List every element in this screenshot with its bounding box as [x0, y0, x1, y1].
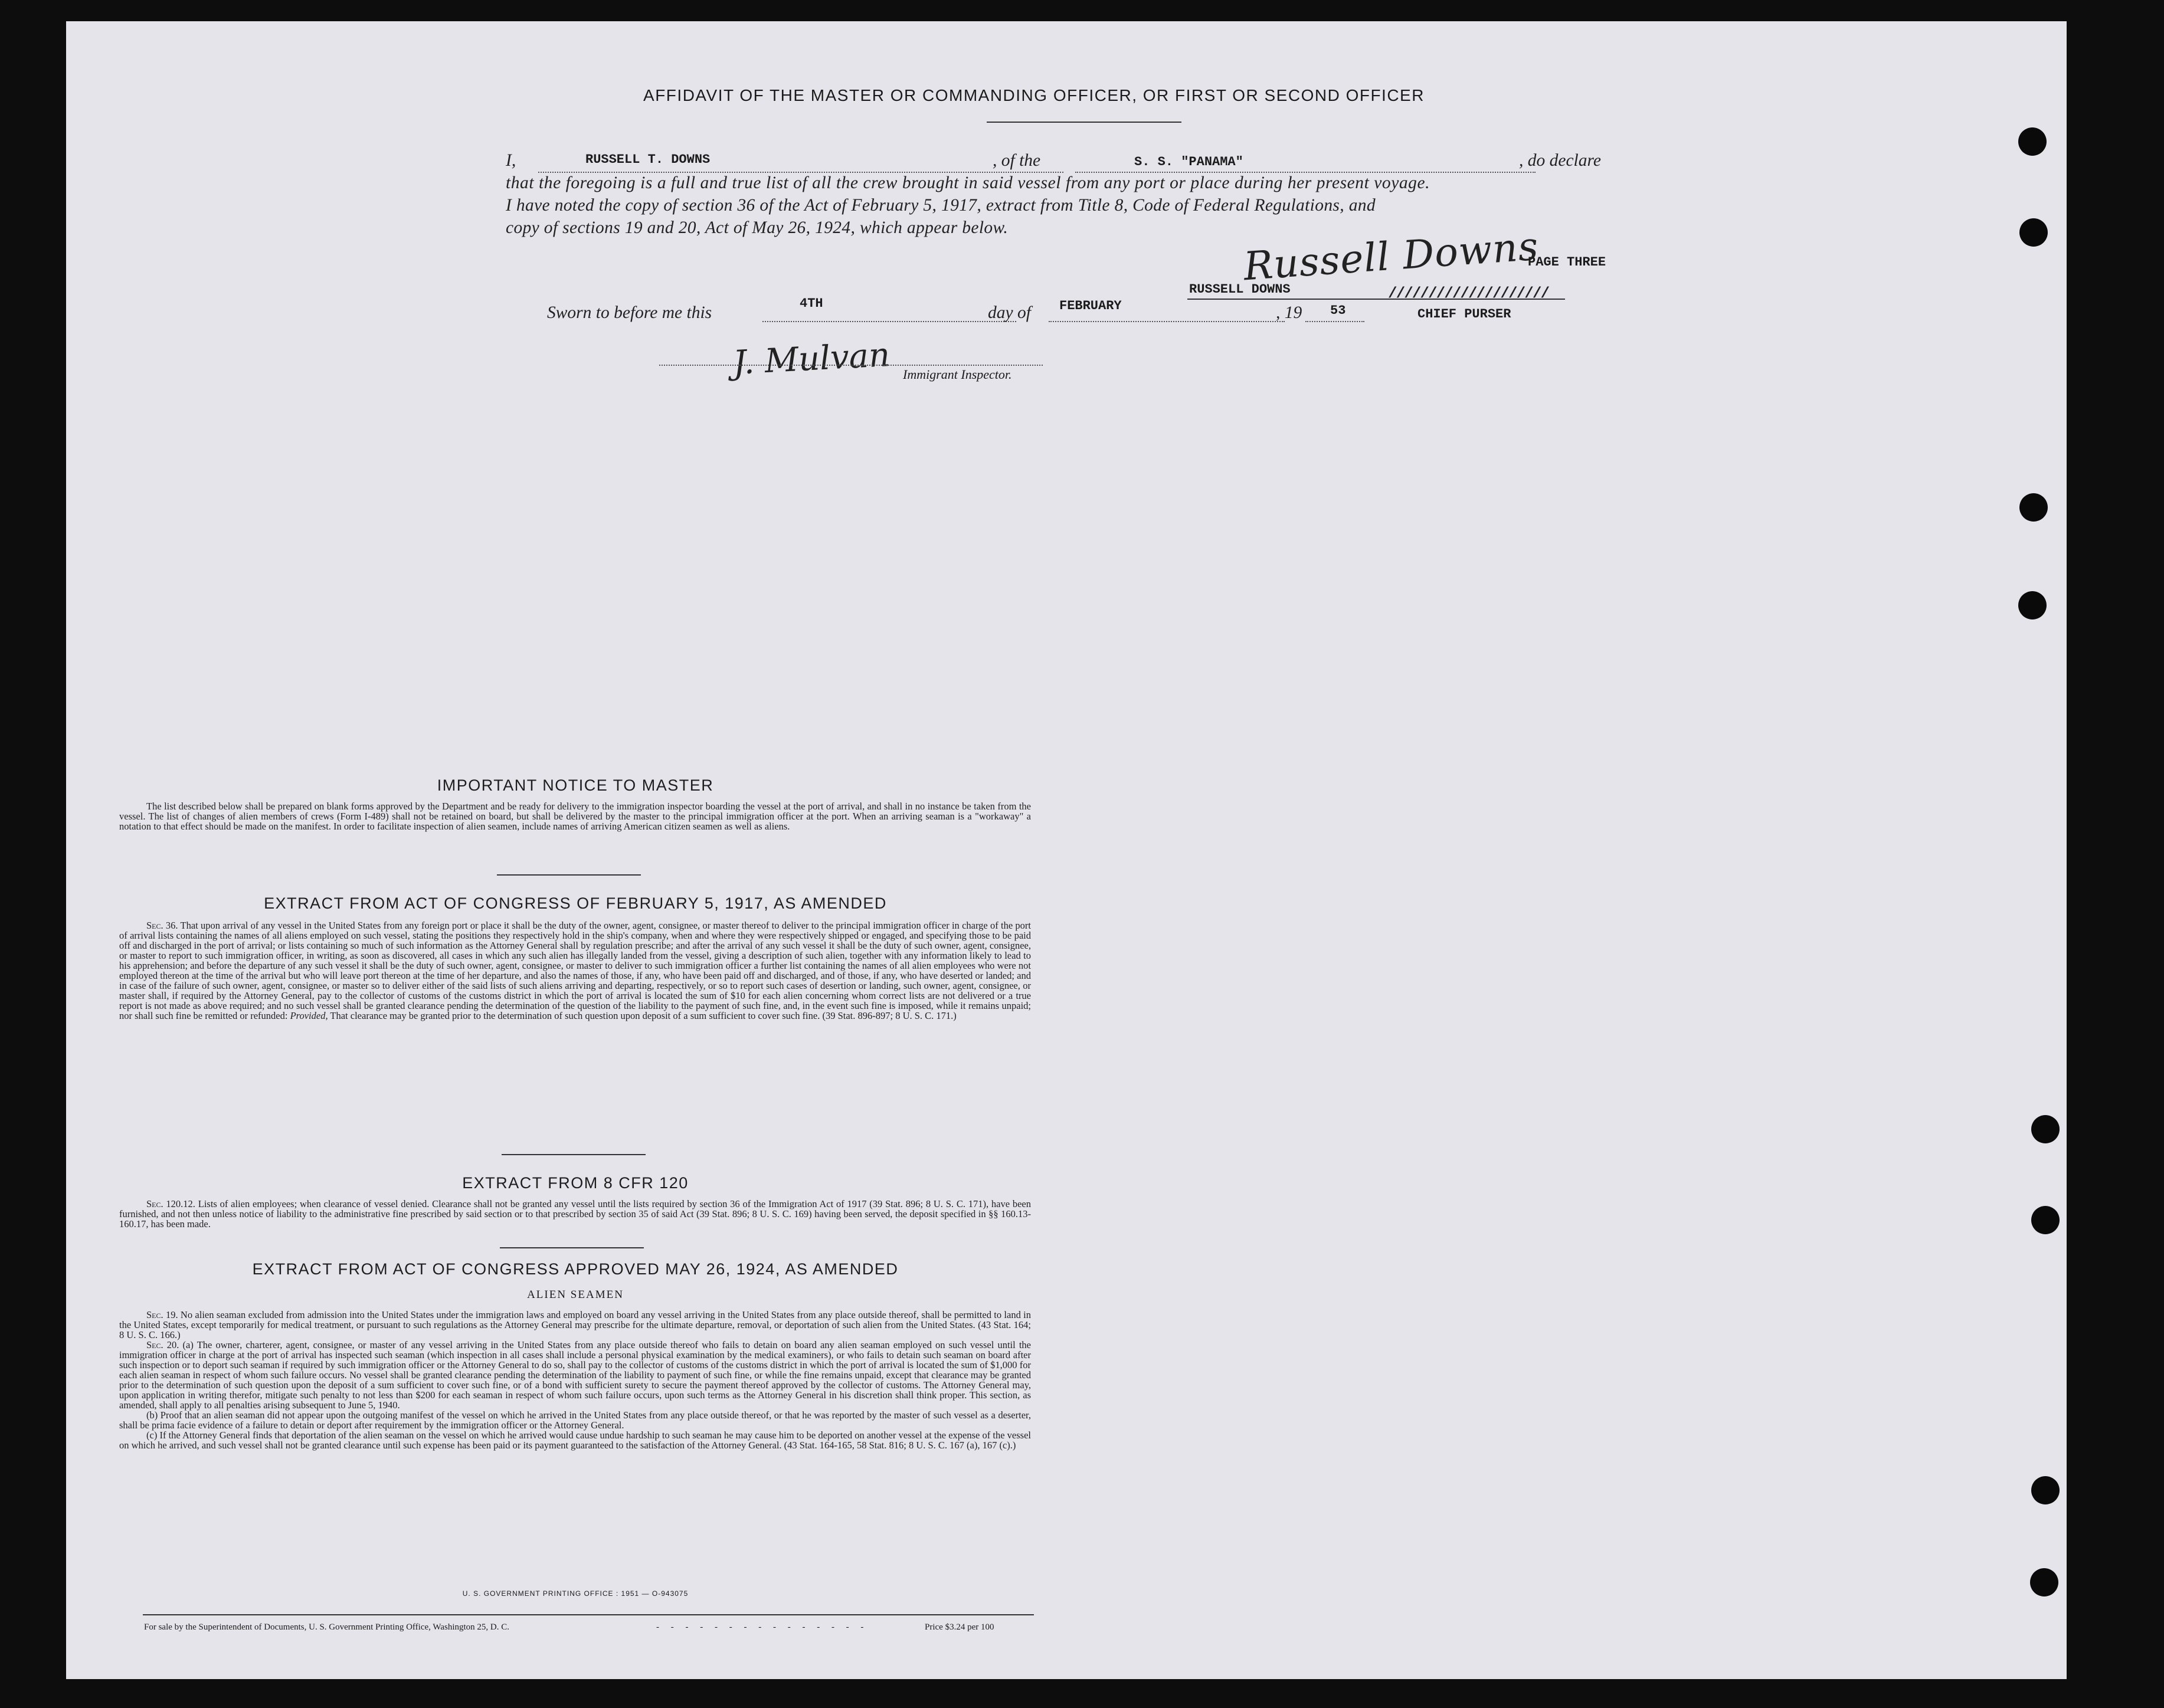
- do-declare-text: , do declare: [1519, 151, 1601, 170]
- alien-seamen-subheading: ALIEN SEAMEN: [527, 1289, 624, 1301]
- printing-office-line: U. S. GOVERNMENT PRINTING OFFICE : 1951 — O-943075: [462, 1589, 689, 1598]
- master-name: RUSSELL T. DOWNS: [585, 152, 711, 167]
- punch-hole: [2018, 127, 2047, 156]
- sworn-year: 53: [1330, 303, 1346, 318]
- declaration-line-3: I have noted the copy of section 36 of the Act of February 5, 1917, extract from Title 8, Code of Federal Regulations, and: [506, 196, 1376, 215]
- typed-signer-name: RUSSELL DOWNS: [1189, 282, 1291, 297]
- sworn-label: Sworn to before me this: [547, 303, 712, 322]
- notice-text: The list described below shall be prepared on blank forms approved by the Department and be ready for delivery to the immigration inspector boarding the vessel at the port of arrival, and shall in no instance be taken from the vessel. The list of changes of alien members of crews (Form I-489) shall not be retained on board, but shall be delivered by the master to the principal immigration officer at the port. When an arriving seaman is a "workaway" a notation to that effect should be made on the manifest. In order to facilitate inspection of alien seamen, include names of arriving American citizen seamen as well as aliens.: [119, 801, 1031, 832]
- affidavit-title: AFFIDAVIT OF THE MASTER OR COMMANDING OFFICER, OR FIRST OR SECOND OFFICER: [643, 86, 1425, 104]
- inspector-label: Immigrant Inspector.: [903, 367, 1012, 382]
- sworn-month-line: [1049, 321, 1285, 322]
- signer-title: CHIEF PURSER: [1417, 307, 1511, 322]
- extract-1917-text: Sec. 36. That upon arrival of any vessel in the United States from any foreign port or place it shall be the duty of the owner, agent, consignee, or master thereof to deliver to the principal immigration officer in charge of the port of arrival lists containing the names of all aliens employed on such vessel, stating the positions they respectively hold in the ship's company, when and where they were respectively shipped or engaged, and specifying those to be paid off and discharged in the port of arrival; or lists containing so much of such information as the Attorney General shall by regulation prescribe; and after the arrival of any such vessel it shall be the duty of such owner, agent, consignee, or master to report to such immigration officer, in writing, as soon as discovered, all cases in which any such alien has illegally landed from the vessel, giving a description of such alien, together with any information likely to lead to his apprehension; and before the departure of any such vessel it shall be the duty of such owner, agent, consignee, or master to deliver to such immigration officer a further list containing the names of all alien employees who were not employed thereon at the time of the arrival but who will leave port thereon at the time of her departure, and also the names of those, if any, who have been paid off and discharged, and of those, if any, who have deserted or landed; and in case of the failure of such owner, agent, consignee, or master so to deliver either of the said lists of such aliens arriving and departing, respectively, or so to report such cases of desertion or landing, such owner, agent, consignee, or master shall, if required by the Attorney General, pay to the collector of customs of the customs district in which the port of arrival is located the sum of $10 for each alien concerning whom correct lists are not delivered or a true report is not made as above required; and no such vessel shall be granted clearance pending the determination of the question of the liability to the payment of such fine, and, in the event such fine is imposed, while it remains unpaid; nor shall such fine be remitted or refunded: Provided, That clearance may be granted prior to the determination of such question upon deposit of a sum sufficient to cover such fine. (39 Stat. 896-897; 8 U. S. C. 171.): [119, 920, 1032, 1021]
- inspector-line: [659, 365, 1043, 366]
- punch-hole: [2030, 1568, 2058, 1596]
- vessel-name: S. S. "PANAMA": [1134, 155, 1243, 169]
- punch-hole: [2031, 1206, 2060, 1234]
- extract-1917-heading: EXTRACT FROM ACT OF CONGRESS OF FEBRUARY 5, 1917, AS AMENDED: [264, 894, 887, 912]
- declaration-line-4: copy of sections 19 and 20, Act of May 26, 1924, which appear below.: [506, 218, 1009, 237]
- day-of-text: day of: [988, 303, 1031, 322]
- footer-rule: [143, 1614, 1034, 1615]
- punch-hole: [2018, 591, 2047, 619]
- struck-out-title: ////////////////////: [1388, 284, 1549, 302]
- extract-1924-heading: EXTRACT FROM ACT OF CONGRESS APPROVED MAY 26, 1924, AS AMENDED: [252, 1260, 899, 1278]
- sworn-month: FEBRUARY: [1059, 299, 1122, 313]
- extract-1924-text: Sec. 19. No alien seaman excluded from admission into the United States under the immigration laws and employed on board any vessel arriving in the United States from any place outside thereof, shall be permitted to land in the United States, except temporarily for medical treatment, or pursuant to such regulations as the Attorney General may prescribe for the ultimate departure, removal, or deportation of such alien from the United States. (43 Stat. 164; 8 U. S. C. 166.) Sec. 20. (a) The owner, charterer, agent, consignee, or master of any vessel arriving in the United States from any place outside thereof who fails to detain on board any alien seaman employed on such vessel until the immigration officer in charge at the port of arrival has inspected such seaman (which inspection in all cases shall include a personal physical examination by the medical examiners), or who fails to detain such seaman on board after such inspection or to deport such seaman if required by such immigration officer or the Attorney General to do so, shall pay to the collector of customs of the customs district in which the port of arrival is located the sum of $1,000 for each alien seaman in respect of whom such failure occurs. No vessel shall be granted clearance pending the determination of the liability to payment of such fine, or while the fine remains unpaid, except that clearance may be granted prior to the determination of such question upon the deposit of a sum sufficient to cover such fine, or of a bond with sufficient surety to secure the payment thereof approved by the collector of customs. The Attorney General may, upon application in writing therefor, mitigate such penalty to not less than $200 for each seaman in respect of whom such failure occurs, upon such terms as the Attorney General in his discretion shall think proper. This section, as amended, shall apply to all penalties arising subsequent to June 5, 1940. (b) Proof that an alien seaman did not appear upon the outgoing manifest of the vessel on which he arrived in the United States from any place outside thereof, or that he was reported by the master of such vessel as a deserter, shall be prima facie evidence of a failure to detain or deport after requirement by the immigration officer or the Attorney General. (c) If the Attorney General finds that deportation of the alien seaman on the vessel on which he arrived would cause undue hardship to such seaman he may cause him to be deported on another vessel at the expense of the vessel on which he arrived, and such vessel shall not be granted clearance until such expense has been paid or its payment guaranteed to the satisfaction of the Attorney General. (43 Stat. 164-165, 58 Stat. 816; 8 U. S. C. 167 (a), 167 (c).): [119, 1309, 1031, 1451]
- inspector-signature: J. Mulvan: [732, 336, 891, 382]
- punch-hole: [2019, 493, 2048, 522]
- punch-hole: [2019, 218, 2048, 247]
- footer-price: Price $3.24 per 100: [925, 1622, 994, 1632]
- vessel-line: [1075, 172, 1536, 173]
- section-rule: [497, 874, 641, 876]
- sworn-year-line: [1305, 321, 1364, 322]
- title-rule: [987, 122, 1181, 123]
- notice-heading: IMPORTANT NOTICE TO MASTER: [437, 776, 714, 794]
- punch-hole: [2031, 1115, 2060, 1143]
- extract-cfr-text: Sec. 120.12. Lists of alien employees; when clearance of vessel denied. Clearance shall not be granted any vessel until the lists required by section 36 of the Immigration Act of 1917 (39 Stat. 896; 8 U. S. C. 171), have been furnished, and not then unless notice of liability to the administrative fine prescribed by said section or to that prescribed by section 35 of said Act (39 Stat. 896; 8 U. S. C. 169) having been served, the deposit specified in §§ 160.13-160.17, has been made.: [119, 1198, 1032, 1230]
- extract-cfr-heading: EXTRACT FROM 8 CFR 120: [462, 1174, 689, 1192]
- year-prefix: , 19: [1276, 303, 1302, 322]
- sworn-day: 4TH: [800, 296, 823, 311]
- declaration-line-2: that the foregoing is a full and true list of all the crew brought in said vessel from any port or place during her present voyage.: [506, 173, 1430, 192]
- page-label: PAGE THREE: [1528, 255, 1606, 270]
- declaration-line-1: I,: [506, 151, 516, 170]
- document-page: [66, 21, 2067, 1679]
- section-rule: [500, 1247, 644, 1248]
- sworn-day-line: [762, 321, 1016, 322]
- section-rule: [502, 1154, 646, 1155]
- footer-dots: - - - - - - - - - - - - - - -: [656, 1622, 869, 1632]
- master-signature: Russell Downs: [1242, 223, 1540, 290]
- punch-hole: [2031, 1476, 2060, 1504]
- name-line: [538, 172, 1063, 173]
- of-the-text: , of the: [993, 151, 1041, 170]
- footer-for-sale: For sale by the Superintendent of Documents, U. S. Government Printing Office, Washington 25, D. C.: [144, 1622, 509, 1632]
